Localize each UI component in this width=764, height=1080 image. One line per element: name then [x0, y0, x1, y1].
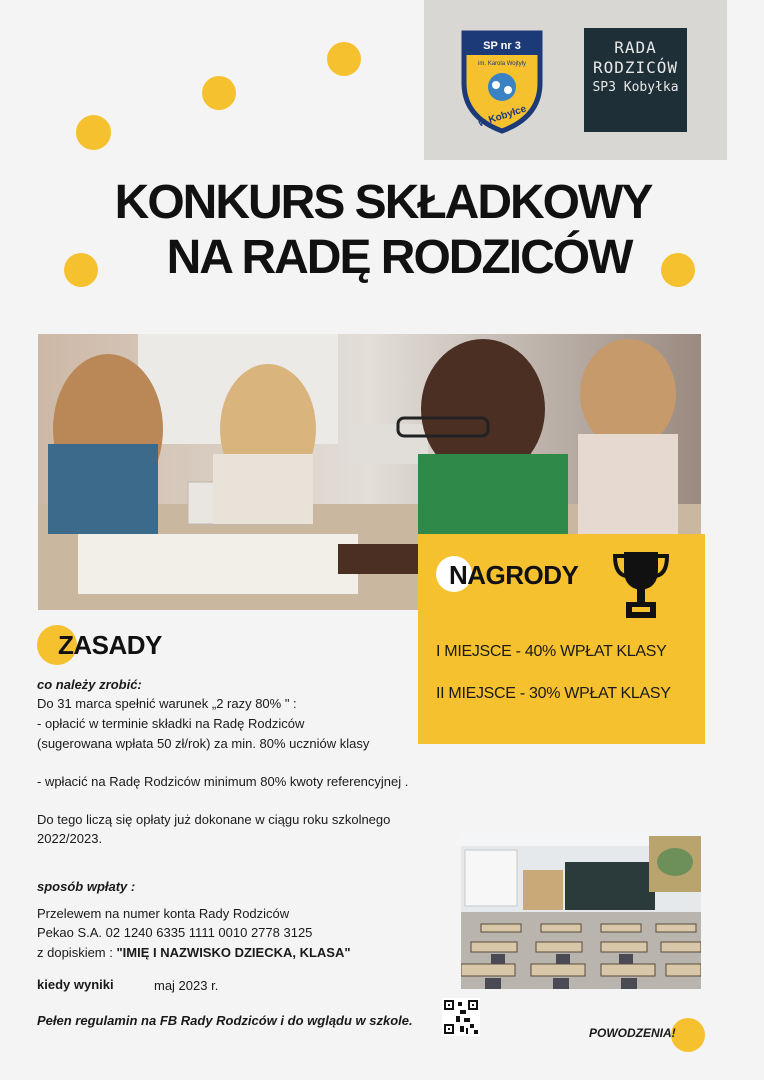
payment-label: sposób wpłaty :: [37, 879, 136, 894]
rules-line-6: 2022/2023.: [37, 831, 103, 846]
prizes-panel: [418, 534, 705, 744]
crest-line1: SP nr 3: [483, 40, 521, 52]
school-crest-logo: [460, 27, 544, 135]
qr-code[interactable]: [442, 998, 480, 1036]
rules-line-2: - opłacić w terminie składki na Radę Rodziców: [37, 716, 305, 731]
payment-line-1: Przelewem na numer konta Rady Rodziców: [37, 906, 290, 921]
good-luck-text: POWODZENIA!: [589, 1026, 676, 1040]
rules-line-1: Do 31 marca spełnić warunek „2 razy 80% " :: [37, 696, 297, 711]
council-logo-line2: RODZICÓW: [592, 58, 679, 77]
results-label: kiedy wyniki: [37, 977, 114, 992]
crest-line2: im. Karola Wojtyły: [478, 61, 526, 67]
full-rules-note: Pełen regulamin na FB Rady Rodziców i do wglądu w szkole.: [37, 1013, 413, 1028]
prize-first-place: I MIEJSCE - 40% WPŁAT KLASY: [436, 643, 667, 660]
decor-dot: [202, 76, 236, 110]
rules-heading: ZASADY: [58, 630, 162, 660]
crest-line3: w Kobyłce: [477, 103, 528, 130]
rules-what-label: co należy zrobić:: [37, 677, 142, 692]
decor-dot: [327, 42, 361, 76]
trophy-icon: [612, 548, 670, 620]
good-luck-dot: [671, 1018, 705, 1052]
prizes-heading: NAGRODY: [449, 560, 579, 590]
rules-line-4: - wpłacić na Radę Rodziców minimum 80% kwoty referencyjnej .: [37, 774, 409, 789]
prize-second-place: II MIEJSCE - 30% WPŁAT KLASY: [436, 685, 671, 702]
decor-dot: [76, 115, 111, 150]
parents-council-logo: [584, 28, 687, 132]
council-logo-line3: SP3 Kobyłka: [592, 80, 679, 95]
title-line1: KONKURS SKŁADKOWY: [114, 176, 652, 229]
payment-account-number: Pekao S.A. 02 1240 6335 1111 0010 2778 3125: [37, 925, 313, 940]
empty-classroom-photo: [461, 832, 701, 989]
title-line2: NA RADĘ RODZICÓW: [166, 231, 632, 284]
payment-line-3: [37, 945, 351, 960]
rules-line-3: (sugerowana wpłata 50 zł/rok) za min. 80% uczniów klasy: [37, 736, 370, 751]
payment-note-required-text: "IMIĘ I NAZWISKO DZIECKA, KLASA": [116, 945, 351, 960]
council-logo-line1: RADA: [614, 38, 657, 57]
results-value: maj 2023 r.: [154, 978, 219, 993]
payment-note-prefix: z dopiskiem :: [37, 945, 117, 960]
rules-line-5: Do tego liczą się opłaty już dokonane w ciągu roku szkolnego: [37, 812, 391, 827]
